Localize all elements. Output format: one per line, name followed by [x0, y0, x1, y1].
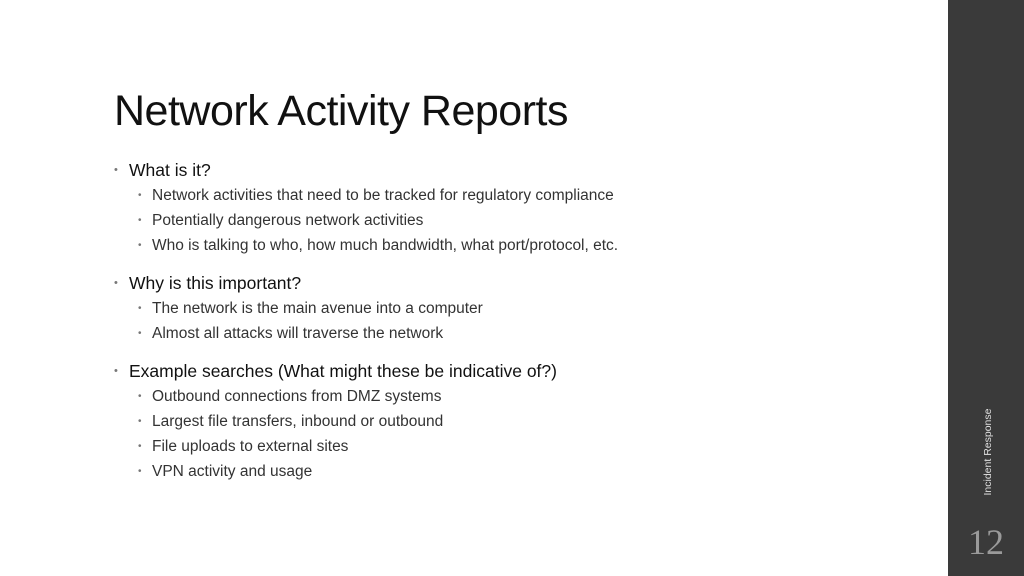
bullet-icon: • — [138, 215, 142, 226]
bullet-level2 — [114, 233, 914, 258]
sub-list — [114, 296, 914, 346]
bullet-icon: • — [138, 391, 142, 402]
bullet-level1 — [114, 158, 914, 183]
bullet-icon: • — [114, 365, 118, 377]
bullet-icon: • — [138, 466, 142, 477]
bullet-text: What is it? — [129, 160, 211, 180]
bullet-level2 — [114, 183, 914, 208]
bullet-level1 — [114, 359, 914, 384]
bullet-icon: • — [138, 441, 142, 452]
bullet-level2 — [114, 409, 914, 434]
sidebar-label: Incident Response — [982, 408, 994, 496]
bullet-text: File uploads to external sites — [152, 438, 349, 455]
bullet-text: Example searches (What might these be indicative of?) — [129, 361, 557, 381]
bullet-icon: • — [138, 328, 142, 339]
bullet-text: Potentially dangerous network activities — [152, 212, 424, 229]
bullet-icon: • — [114, 164, 118, 176]
section-example-searches — [114, 359, 914, 484]
sub-list — [114, 384, 914, 484]
page-number: 12 — [968, 522, 1004, 562]
bullet-level2 — [114, 384, 914, 409]
bullet-level2 — [114, 208, 914, 233]
bullet-icon: • — [138, 190, 142, 201]
bullet-text: The network is the main avenue into a computer — [152, 300, 483, 317]
section-why-important — [114, 271, 914, 346]
bullet-icon: • — [138, 303, 142, 314]
bullet-icon: • — [138, 416, 142, 427]
bullet-icon: • — [138, 240, 142, 251]
slide-content — [114, 158, 914, 497]
bullet-text: Why is this important? — [129, 273, 302, 293]
bullet-text: Outbound connections from DMZ systems — [152, 388, 442, 405]
bullet-text: Who is talking to who, how much bandwidth, what port/protocol, etc. — [152, 237, 619, 254]
bullet-text: Largest file transfers, inbound or outbound — [152, 413, 444, 430]
bullet-text: Network activities that need to be tracked for regulatory compliance — [152, 187, 614, 204]
sub-list — [114, 183, 914, 258]
bullet-icon: • — [114, 277, 118, 289]
slide-title: Network Activity Reports — [114, 87, 568, 135]
bullet-level1 — [114, 271, 914, 296]
bullet-text: VPN activity and usage — [152, 463, 313, 480]
bullet-text: Almost all attacks will traverse the network — [152, 325, 444, 342]
bullet-level2 — [114, 434, 914, 459]
section-what-is-it — [114, 158, 914, 258]
bullet-level2 — [114, 296, 914, 321]
bullet-level2 — [114, 321, 914, 346]
bullet-level2 — [114, 459, 914, 484]
